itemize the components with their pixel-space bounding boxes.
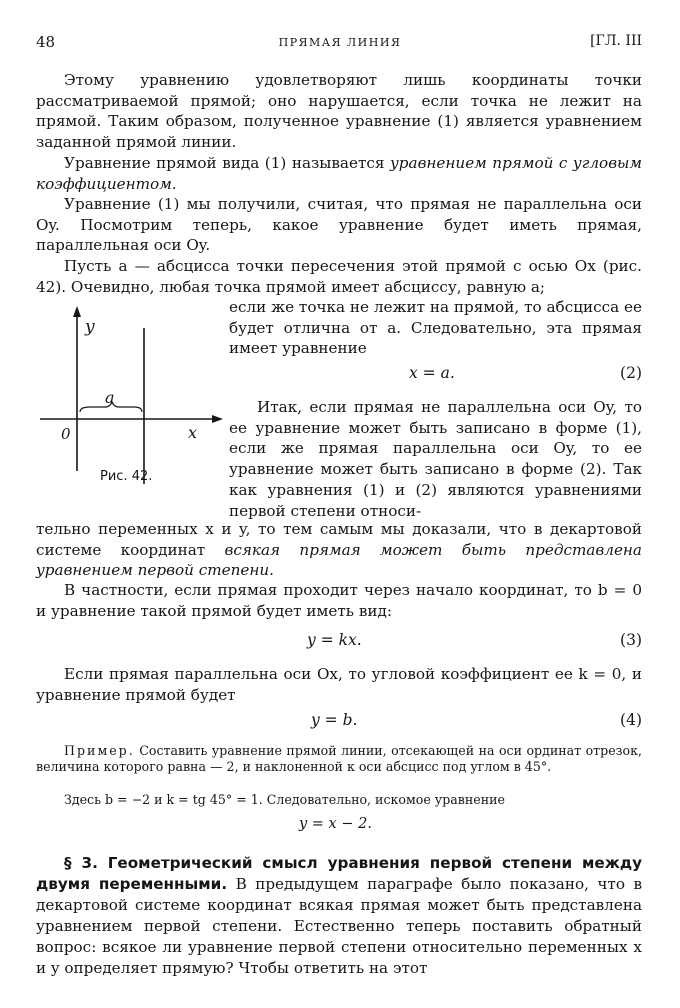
- paragraph-5: Итак, если прямая не параллельна оси Oy, то ее уравнение может быть записано в форме (1), если же прямая параллельна оси Oy, то ее уравнение может быть записано в форме (2). Так как уравнения (1) и (2) являются уравнениями первой степени относи-: [229, 398, 642, 520]
- equation-5: y = x − 2.: [299, 816, 372, 832]
- example-label: Пример.: [64, 743, 135, 758]
- equation-3-number: (3): [620, 631, 642, 649]
- example-block: [36, 743, 642, 776]
- example-solution: Здесь b = −2 и k = tg 45° = 1. Следовательно, искомое уравнение: [64, 792, 505, 807]
- section-title: § 3. Геометрический смысл уравнения первой степени между двумя переменными.: [36, 854, 642, 893]
- equation-4-number: (4): [620, 711, 642, 729]
- section-text: В предыдущем параграфе было показано, что в декартовой системе координат всякая прямая может быть представлена уравнением первой степени. Естественно теперь поставить обратный вопрос: всякое ли уравнение первой степени относительно переменных x и y определяет прямую? Чтобы ответить на этот: [36, 875, 642, 977]
- page-number: 48: [36, 33, 56, 51]
- y-axis-label: y: [85, 317, 95, 337]
- x-axis-label: x: [188, 423, 198, 442]
- paragraph-2-text: Уравнение прямой вида (1) называется: [64, 154, 390, 172]
- paragraph-4-continued: если же точка не лежит на прямой, то абсцисса ее будет отлична от a. Следовательно, эта прямая имеет уравнение: [229, 298, 642, 358]
- equation-4: y = b.: [311, 711, 358, 729]
- page-header: [36, 33, 644, 53]
- paragraph-5-continued: [36, 519, 642, 581]
- x-axis-arrow: [212, 415, 223, 423]
- example-text: Составить уравнение прямой линии, отсекающей на оси ординат отрезок, величина которого равна — 2, и наклоненной к оси абсцисс под углом в 45°.: [36, 743, 642, 775]
- paragraph-3: Уравнение (1) мы получили, считая, что прямая не параллельна оси Oy. Посмотрим теперь, какое уравнение будет иметь прямая, параллельная оси Oy.: [36, 195, 642, 255]
- paragraph-7: Если прямая параллельна оси Ox, то угловой коэффициент ее k = 0, и уравнение прямой будет: [36, 665, 642, 704]
- paragraph-5-text: тельно переменных x и y, то тем самым мы доказали, что в декартовой системе координат: [36, 520, 642, 559]
- paragraph-4: Пусть a — абсцисса точки пересечения этой прямой с осью Ox (рис. 42). Очевидно, любая точка прямой имеет абсциссу, равную a;: [36, 257, 642, 296]
- theorem-statement: всякая прямая может быть представлена уравнением первой степени.: [36, 540, 642, 580]
- paragraph-1: Этому уравнению удовлетворяют лишь координаты точки рассматриваемой прямой; оно нарушается, если точка не лежит на прямой. Таким образом, полученное уравнение (1) является уравнением заданной прямой линии.: [36, 71, 642, 152]
- running-title: ПРЯМАЯ ЛИНИЯ: [278, 36, 402, 49]
- figure-42: [36, 306, 226, 496]
- a-label: a: [105, 388, 115, 407]
- equation-2-number: (2): [620, 364, 642, 382]
- y-axis-arrow: [73, 306, 81, 317]
- equation-2: x = a.: [409, 364, 455, 382]
- equation-3: y = kx.: [307, 631, 362, 649]
- paragraph-2: [36, 153, 642, 194]
- chapter-marker: [ГЛ. III: [590, 33, 642, 49]
- section-3: [36, 853, 642, 979]
- paragraph-6: В частности, если прямая проходит через начало координат, то b = 0 и уравнение такой прямой будет иметь вид:: [36, 581, 642, 620]
- origin-label: 0: [61, 425, 71, 443]
- figure-caption: Рис. 42.: [100, 469, 153, 484]
- definition-term: уравнением прямой с угловым коэффициентом.: [36, 154, 643, 193]
